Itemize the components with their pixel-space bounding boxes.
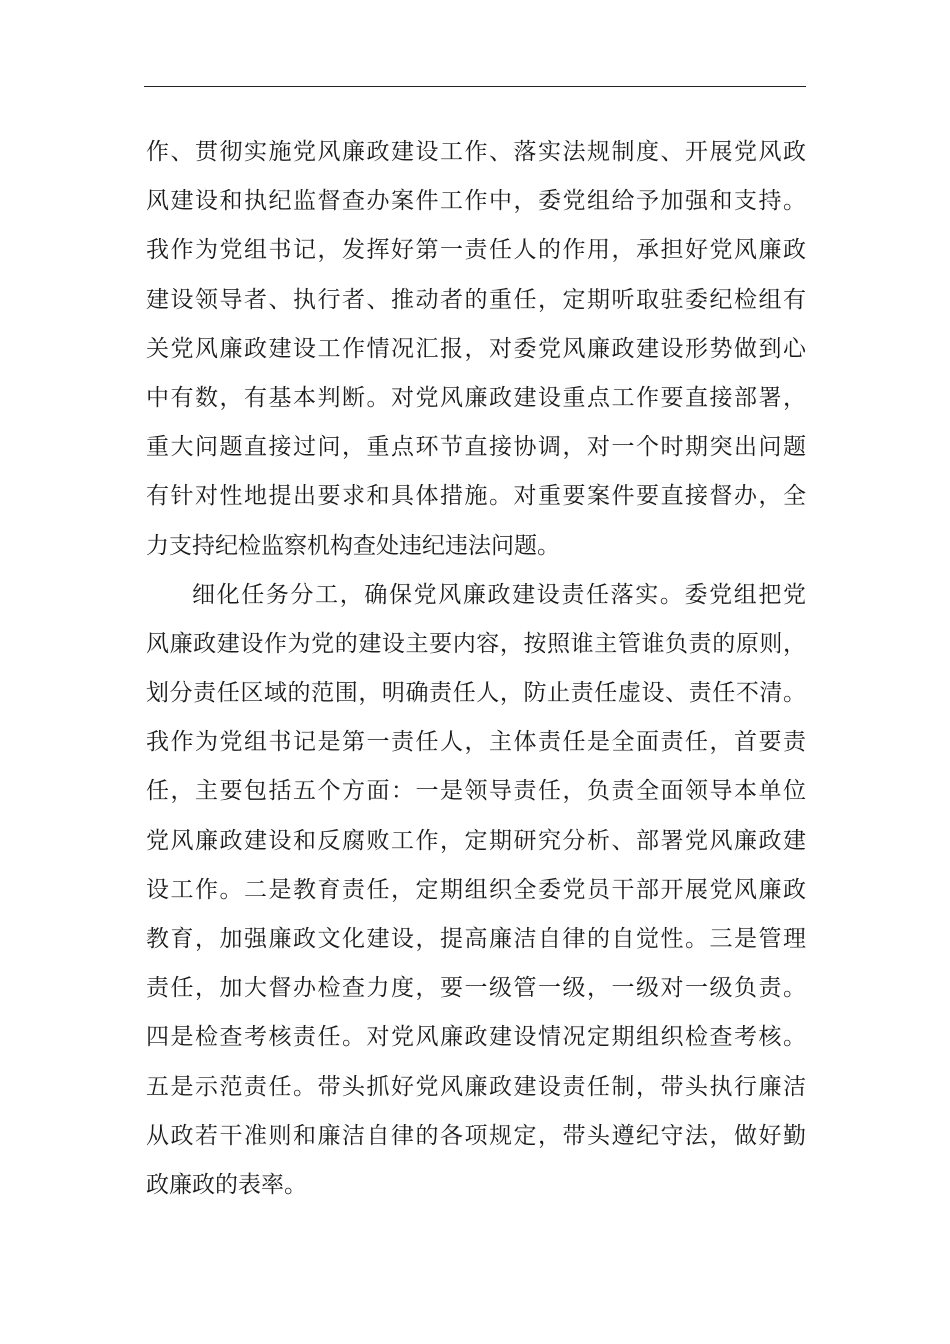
text-line: 建设领导者、执行者、推动者的重任，定期听取驻委纪检组有 xyxy=(146,286,806,313)
text-line: 我作为党组书记，发挥好第一责任人的作用，承担好党风廉政 xyxy=(146,237,806,264)
text-line: 责任，加大督办检查力度，要一级管一级，一级对一级负责。 xyxy=(146,975,806,1002)
text-line: 任，主要包括五个方面：一是领导责任，负责全面领导本单位 xyxy=(146,778,806,805)
text-line: 中有数，有基本判断。对党风廉政建设重点工作要直接部署， xyxy=(146,384,806,411)
text-line: 教育，加强廉政文化建设，提高廉洁自律的自觉性。三是管理 xyxy=(146,926,806,952)
text-line: 政廉政的表率。 xyxy=(146,1171,307,1198)
text-line: 作、贯彻实施党风廉政建设工作、落实法规制度、开展党风政 xyxy=(146,139,806,165)
text-line: 风建设和执纪监督查办案件工作中，委党组给予加强和支持。 xyxy=(146,188,806,215)
text-line: 有针对性地提出要求和具体措施。对重要案件要直接督办，全 xyxy=(146,483,806,510)
text-line: 重大问题直接过问，重点环节直接协调，对一个时期突出问题 xyxy=(146,434,806,461)
body-text xyxy=(146,128,806,1210)
text-line: 我作为党组书记是第一责任人，主体责任是全面责任，首要责 xyxy=(146,729,806,756)
text-line: 五是示范责任。带头抓好党风廉政建设责任制，带头执行廉洁 xyxy=(146,1073,806,1100)
paragraph-1 xyxy=(146,128,806,571)
header-rule xyxy=(144,86,806,87)
text-line: 设工作。二是教育责任，定期组织全委党员干部开展党风廉政 xyxy=(146,876,806,903)
paragraph-2 xyxy=(146,571,806,1210)
text-line: 划分责任区域的范围，明确责任人，防止责任虚设、责任不清。 xyxy=(146,680,806,707)
text-line: 细化任务分工，确保党风廉政建设责任落实。委党组把党 xyxy=(192,581,806,608)
text-line: 力支持纪检监察机构查处违纪违法问题。 xyxy=(146,532,560,559)
text-line: 关党风廉政建设工作情况汇报，对委党风廉政建设形势做到心 xyxy=(146,335,806,362)
text-line: 党风廉政建设和反腐败工作，定期研究分析、部署党风廉政建 xyxy=(146,827,806,854)
text-line: 从政若干准则和廉洁自律的各项规定，带头遵纪守法，做好勤 xyxy=(146,1122,806,1149)
text-line: 四是检查考核责任。对党风廉政建设情况定期组织检查考核。 xyxy=(146,1024,806,1051)
text-line: 风廉政建设作为党的建设主要内容，按照谁主管谁负责的原则， xyxy=(146,630,806,657)
